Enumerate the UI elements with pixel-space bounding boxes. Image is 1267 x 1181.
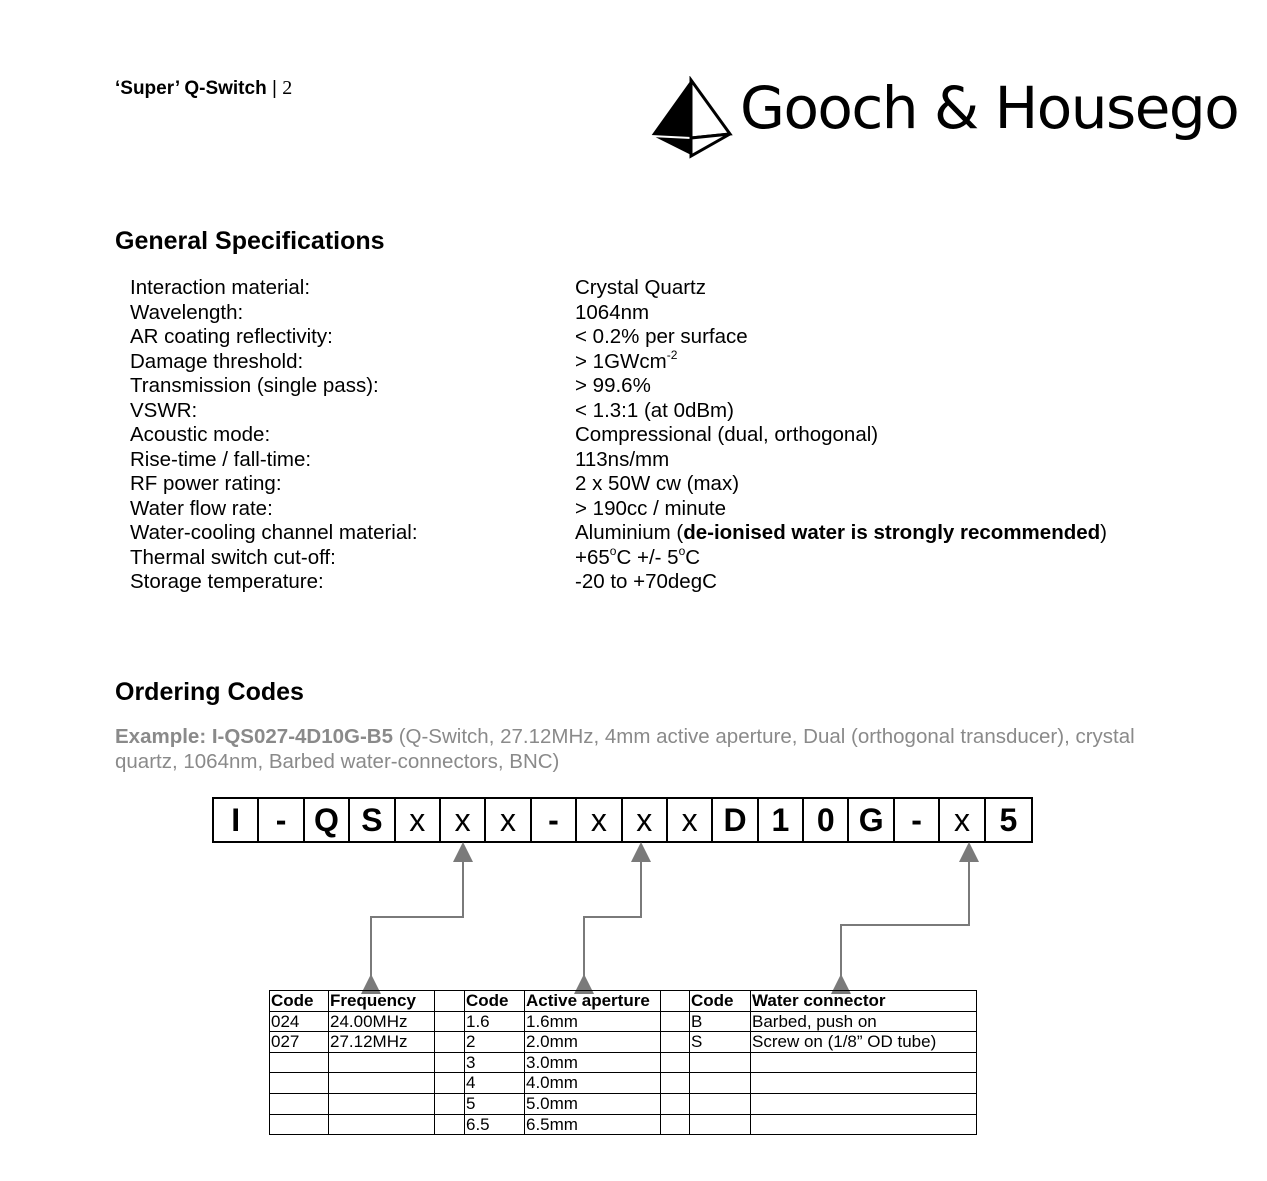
table-row (270, 1093, 977, 1114)
table-header: Code (465, 991, 525, 1012)
table-cell (661, 1114, 690, 1135)
table-cell: 4 (465, 1073, 525, 1094)
table-cell: 2 (465, 1032, 525, 1053)
table-cell (690, 1093, 751, 1114)
spec-value: 1064nm (575, 300, 650, 324)
table-cell (270, 1114, 329, 1135)
spec-value: 2 x 50W cw (max) (575, 472, 740, 495)
table-cell (270, 1093, 329, 1114)
code-char: G (849, 799, 894, 841)
spec-label: RF power rating: (130, 472, 282, 495)
table-cell (661, 1032, 690, 1053)
spec-value: < 0.2% per surface (575, 325, 748, 348)
table-cell (435, 1073, 465, 1094)
table-header (435, 991, 465, 1012)
table-cell: 3 (465, 1052, 525, 1073)
table-cell (661, 1052, 690, 1073)
table-cell (751, 1073, 977, 1094)
table-cell (435, 1032, 465, 1053)
code-char: 5 (999, 802, 1018, 838)
ordering-codes-heading: Ordering Codes (115, 678, 304, 706)
table-row (270, 1011, 977, 1032)
table-cell (751, 1114, 977, 1135)
table-header: Water connector (751, 991, 977, 1012)
code-char: x (441, 799, 486, 841)
example-description: (Q-Switch, 27.12MHz, 4mm active aperture, Dual (orthogonal transducer), crystal quartz, 1064nm, Barbed water-connectors, BNC) (115, 725, 1135, 773)
spec-label: Acoustic mode: (130, 423, 271, 446)
spec-label: Water flow rate: (130, 496, 273, 520)
code-char: x (668, 799, 713, 841)
aperture-arrow (584, 852, 641, 984)
table-cell: 27.12MHz (329, 1032, 435, 1053)
table-cell: 6.5 (465, 1114, 525, 1135)
spec-label: Damage threshold: (130, 349, 304, 373)
code-char: S (350, 799, 395, 841)
spec-value: -20 to +70degC (575, 570, 717, 593)
table-header: Code (270, 991, 329, 1012)
table-cell: 1.6mm (525, 1011, 661, 1032)
brand-name: Gooch & Housego (740, 74, 1239, 142)
spec-value: Aluminium (de-ionised water is strongly recommended) (575, 521, 1107, 544)
spec-label: Transmission (single pass): (130, 374, 379, 397)
code-char: I (214, 799, 259, 841)
spec-value: < 1.3:1 (at 0dBm) (575, 398, 734, 422)
code-char: Q (305, 799, 350, 841)
spec-label: Wavelength: (130, 300, 244, 324)
code-char: - (895, 799, 940, 841)
table-row (270, 1073, 977, 1094)
table-cell (690, 1052, 751, 1073)
table-cell (690, 1114, 751, 1135)
code-char: 1 (759, 799, 804, 841)
table-cell (435, 1052, 465, 1073)
table-cell: Screw on (1/8” OD tube) (751, 1032, 977, 1053)
table-cell (751, 1052, 977, 1073)
spec-value: Compressional (dual, orthogonal) (575, 423, 879, 446)
code-char: D (713, 799, 758, 841)
spec-label: Rise-time / fall-time: (130, 447, 312, 471)
table-cell (270, 1073, 329, 1094)
table-row (270, 1052, 977, 1073)
spec-value: > 190cc / minute (575, 496, 726, 520)
spec-value: Crystal Quartz (575, 276, 706, 299)
code-char: x (940, 799, 985, 841)
table-cell: 24.00MHz (329, 1011, 435, 1032)
table-cell: 5.0mm (525, 1093, 661, 1114)
table-cell (435, 1093, 465, 1114)
spec-value: 113ns/mm (575, 447, 670, 471)
code-char: x (396, 799, 441, 841)
header-separator: | (271, 78, 277, 99)
general-specifications-heading: General Specifications (115, 227, 385, 255)
table-cell: 2.0mm (525, 1032, 661, 1053)
connector-type-arrow (841, 852, 969, 984)
spec-value: > 1GWcm$^{-2}$ (575, 347, 678, 373)
table-cell (661, 1093, 690, 1114)
spec-label: VSWR: (130, 398, 198, 422)
spec-label: Water-cooling channel material: (130, 521, 418, 544)
spec-value: > 99.6% (575, 374, 651, 397)
table-cell (751, 1093, 977, 1114)
table-cell (270, 1052, 329, 1073)
code-char: 0 (804, 799, 849, 841)
table-cell (435, 1011, 465, 1032)
spec-value: $+65^oC$ +/- 5$^o$C (575, 543, 701, 569)
table-cell (690, 1073, 751, 1094)
ordering-code-table (269, 990, 977, 1135)
table-cell: 4.0mm (525, 1073, 661, 1094)
table-cell: B (690, 1011, 751, 1032)
code-char: x (623, 799, 668, 841)
table-row (270, 1032, 977, 1053)
table-cell: 027 (270, 1032, 329, 1053)
table-cell (661, 1011, 690, 1032)
code-char: x (577, 799, 622, 841)
example-label: Example: I-QS027-4D10G-B5 (115, 725, 394, 748)
code-char: x (486, 799, 531, 841)
table-cell: 6.5mm (525, 1114, 661, 1135)
table-cell: 024 (270, 1011, 329, 1032)
table-cell (661, 1073, 690, 1094)
page-number: 2 (282, 77, 293, 99)
frequency-arrow (371, 852, 463, 984)
spec-label: AR coating reflectivity: (130, 325, 333, 348)
table-header: Active aperture (525, 991, 661, 1012)
code-char: - (259, 799, 304, 841)
spec-label: Interaction material: (130, 276, 311, 299)
table-cell: Barbed, push on (751, 1011, 977, 1032)
table-cell: 5 (465, 1093, 525, 1114)
table-header: Code (690, 991, 751, 1012)
table-cell (329, 1052, 435, 1073)
spec-label: Thermal switch cut-off: (130, 545, 336, 569)
document-title: ‘Super’ Q-Switch (115, 78, 267, 99)
table-cell (329, 1114, 435, 1135)
table-cell: 3.0mm (525, 1052, 661, 1073)
table-cell (329, 1093, 435, 1114)
table-header: Frequency (329, 991, 435, 1012)
table-header (661, 991, 690, 1012)
table-cell (435, 1114, 465, 1135)
table-cell: 1.6 (465, 1011, 525, 1032)
table-header-row (270, 991, 977, 1012)
table-cell (329, 1073, 435, 1094)
table-row (270, 1114, 977, 1135)
table-cell: S (690, 1032, 751, 1053)
spec-label: Storage temperature: (130, 570, 324, 593)
code-char: - (532, 799, 577, 841)
